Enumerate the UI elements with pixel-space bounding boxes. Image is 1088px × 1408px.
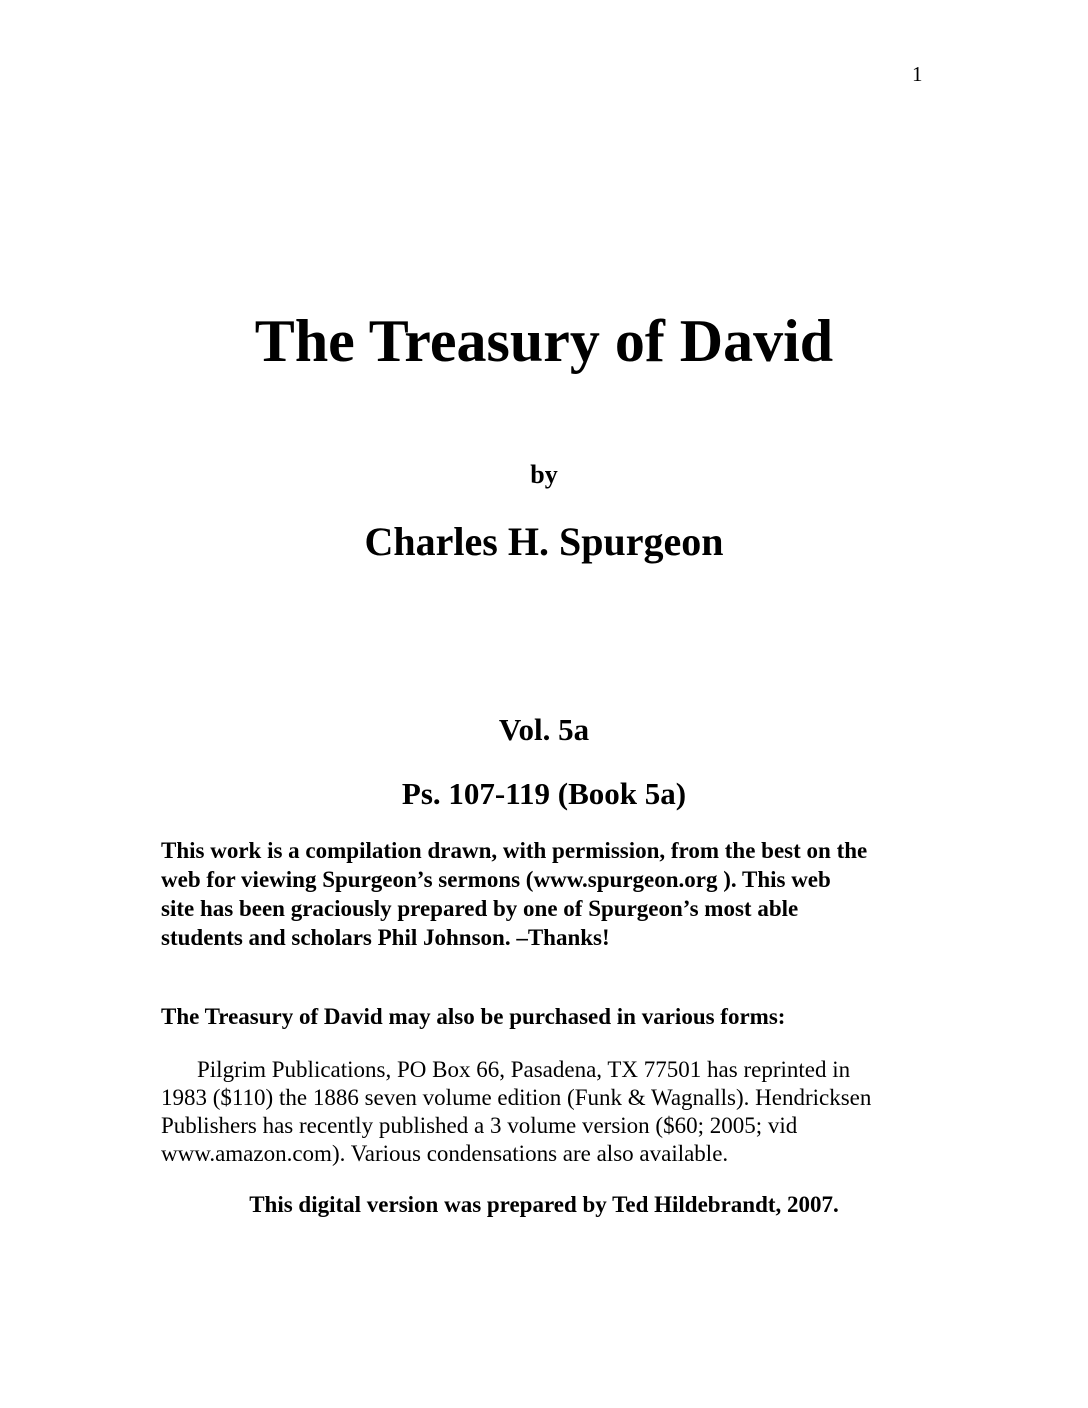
purchase-line: Publishers has recently published a 3 volume version ($60; 2005; vid <box>161 1113 798 1138</box>
page-number: 1 <box>912 62 923 86</box>
author-name: Charles H. Spurgeon <box>364 519 724 564</box>
purchase-line: 1983 ($110) the 1886 seven volume edition (Funk & Wagnalls). Hendricksen <box>161 1085 872 1110</box>
digital-version-credit: This digital version was prepared by Ted Hildebrandt, 2007. <box>249 1192 839 1217</box>
purchase-line: www.amazon.com). Various condensations are also available. <box>161 1141 729 1166</box>
purchase-heading: The Treasury of David may also be purchased in various forms: <box>161 1004 786 1029</box>
book-title: The Treasury of David <box>254 308 834 374</box>
volume-label: Vol. 5a <box>498 712 590 747</box>
purchase-paragraph <box>161 1056 941 1168</box>
compilation-line: This work is a compilation drawn, with permission, from the best on the <box>161 838 868 863</box>
compilation-line: students and scholars Phil Johnson. –Thanks! <box>161 925 610 950</box>
compilation-line: site has been graciously prepared by one of Spurgeon’s most able <box>161 896 799 921</box>
compilation-note <box>161 836 941 952</box>
purchase-line: Pilgrim Publications, PO Box 66, Pasadena, TX 77501 has reprinted in <box>197 1057 851 1082</box>
by-line: by <box>530 460 558 489</box>
book-range: Ps. 107-119 (Book 5a) <box>401 776 687 811</box>
compilation-line: web for viewing Spurgeon’s sermons (www.spurgeon.org ). This web <box>161 867 831 892</box>
